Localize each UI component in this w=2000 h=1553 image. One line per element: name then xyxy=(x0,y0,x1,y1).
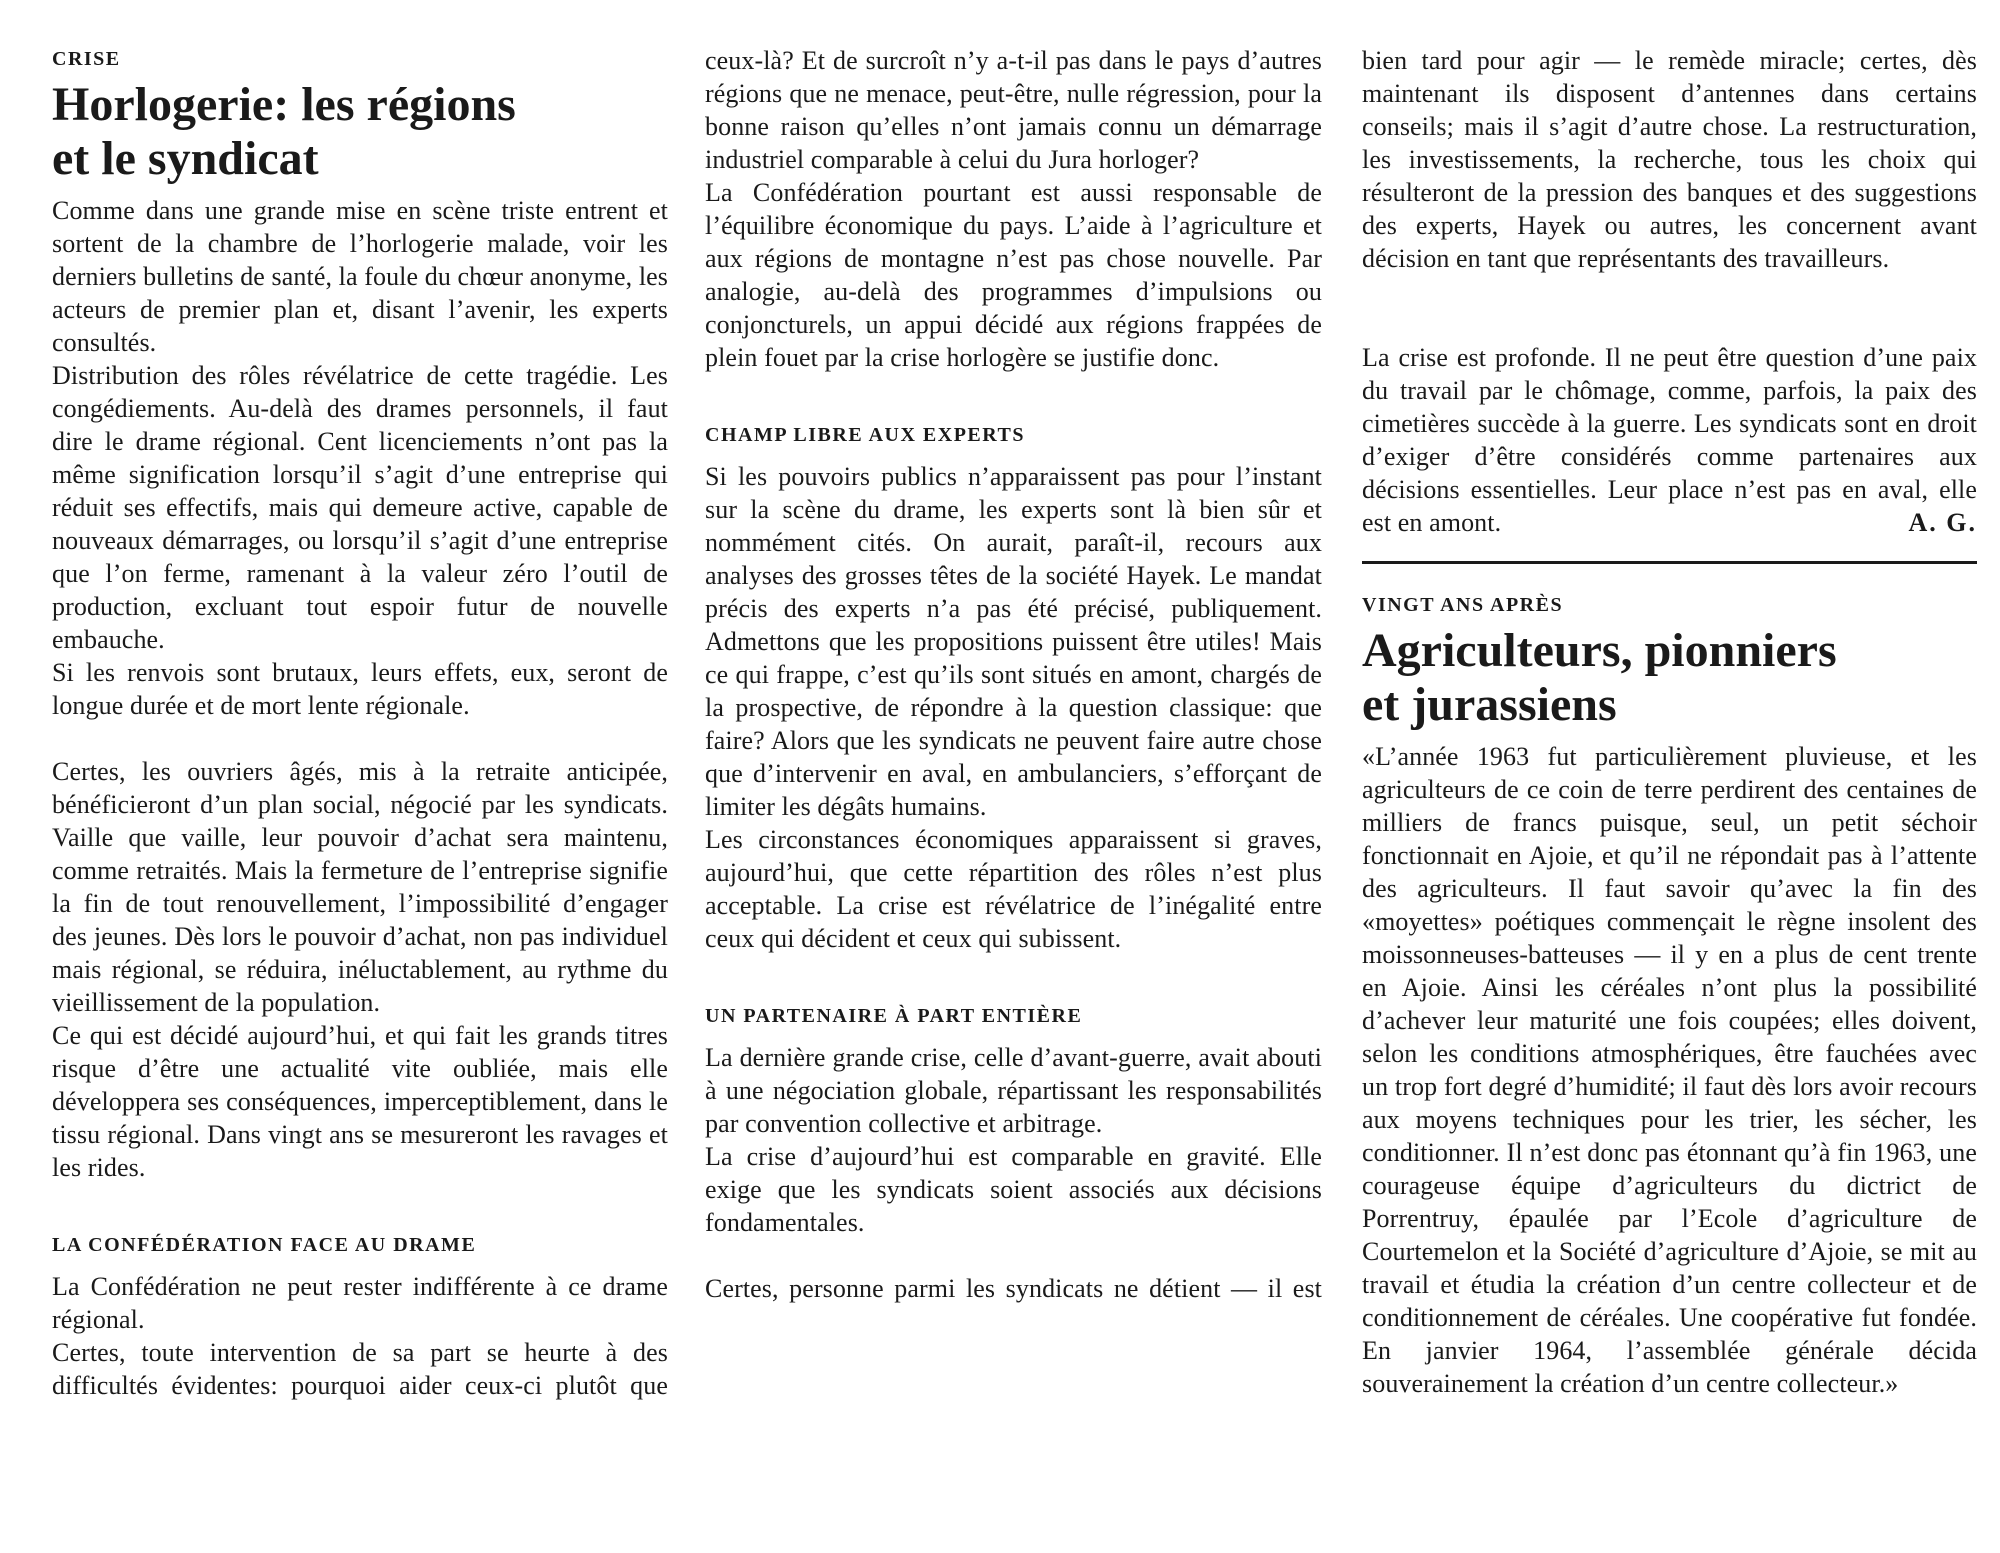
article2-headline xyxy=(1362,624,1977,732)
paragraph-continued xyxy=(1362,44,1977,308)
article1-headline-line1: Horlogerie: les régions xyxy=(52,78,516,131)
paragraph: Certes, les ouvriers âgés, mis à la retraite anticipée, bénéficieront d’un plan social, négocié par les syndicats. Vaille que vaille, leur pouvoir d’achat sera maintenu, comme retraités. Mais la fermeture de l’entreprise signifie la fin de tout renouvellement, l’impossibilité d’engager des jeunes. Dès lors le pouvoir d’achat, non pas individuel mais régional, se réduira, inéluctablement, au rythme du vieillissement de la population. xyxy=(52,757,668,1017)
article2-kicker: VINGT ANS APRÈS xyxy=(1362,594,1564,616)
article2-headline-line2: et jurassiens xyxy=(1362,678,1617,731)
article2-headline-line1: Agriculteurs, pionniers xyxy=(1362,624,1837,677)
paragraph: Comme dans une grande mise en scène triste entrent et sortent de la chambre de l’horlogerie malade, voir les derniers bulletins de santé, la foule du chœur anonyme, les acteurs de premier plan et, disant l’avenir, les experts consultés. xyxy=(52,196,668,357)
paragraph: Si les pouvoirs publics n’apparaissent pas pour l’instant sur la scène du drame, les experts sont là bien sûr et nommément cités. On aurait, paraît-il, recours aux analyses des grosses têtes de la société Hayek. Le mandat précis des experts n’a pas été précisé, publiquement. Admettons que les propositions puissent être utiles! Mais ce qui frappe, c’est qu’ils sont situés en amont, chargés de la prospective, de répondre à la question classique: que faire? Alors que les syndicats ne peuvent faire autre chose que d’intervenir en aval, en ambulanciers, s’efforçant de limiter les dégâts humains. xyxy=(705,462,1322,821)
paragraph: Ce qui est décidé aujourd’hui, et qui fait les grands titres risque d’être une actualité vite oubliée, mais elle développera ses conséquences, imperceptiblement, dans le tissu régional. Dans vingt ans se mesureront les ravages et les rides. xyxy=(52,1021,668,1182)
article1-headline-line2: et le syndicat xyxy=(52,132,319,185)
paragraph: La Confédération ne peut rester indifférente à ce drame régional. xyxy=(52,1272,668,1334)
paragraph: Certes, toute intervention de sa part se heurte à des difficultés évidentes: pourquoi aider ceux-ci plutôt que xyxy=(52,1338,668,1400)
paragraph: La dernière grande crise, celle d’avant-guerre, avait abouti à une négociation globale, répartissant les responsabilités par convention collective et arbitrage. xyxy=(705,1043,1322,1138)
column-1 xyxy=(52,44,668,1402)
paragraph: Certes, personne parmi les syndicats ne détient — il est xyxy=(705,1274,1322,1303)
article1-kicker: CRISE xyxy=(52,48,121,70)
section-heading-confederation: LA CONFÉDÉRATION FACE AU DRAME xyxy=(52,1234,477,1256)
paragraph: Si les renvois sont brutaux, leurs effets, eux, seront de longue durée et de mort lente régionale. xyxy=(52,658,668,720)
paragraph xyxy=(1362,341,1977,539)
column-3 xyxy=(1362,44,1977,1400)
article-divider xyxy=(1362,561,1977,564)
closing-paragraph-text: La crise est profonde. Il ne peut être question d’une paix du travail par le chômage, comme, parfois, la paix des cimetières succède à la guerre. Les syndicats sont en droit d’exiger d’être considérés comme partenaires aux décisions essentielles. Leur place n’est pas en aval, elle est en amont. xyxy=(1362,343,1977,537)
author-signature: A. G. xyxy=(1908,508,1977,537)
paragraph: Les circonstances économiques apparaissent si graves, aujourd’hui, que cette répartition des rôles n’est plus acceptable. La crise est révélatrice de l’inégalité entre ceux qui décident et ceux qui subissent. xyxy=(705,825,1322,953)
article1-headline xyxy=(52,78,668,186)
paragraph: Distribution des rôles révélatrice de cette tragédie. Les congédiements. Au-delà des drames personnels, il faut dire le drame régional. Cent licenciements n’ont pas la même signification lorsqu’il s’agit d’une entreprise qui réduit ses effectifs, mais qui demeure active, capable de nouveaux démarrages, ou lorsqu’il s’agit d’une entreprise que l’on ferme, ramenant à la valeur zéro l’outil de production, excluant tout espoir futur de nouvelle embauche. xyxy=(52,361,668,654)
section-heading-partenaire: UN PARTENAIRE À PART ENTIÈRE xyxy=(705,1005,1083,1027)
paragraph: La crise d’aujourd’hui est comparable en gravité. Elle exige que les syndicats soient associés aux décisions fondamentales. xyxy=(705,1142,1322,1237)
paragraph-continued-text: bien tard pour agir — le remède miracle; certes, dès maintenant ils disposent d’antennes dans certains conseils; mais il s’agit d’autre chose. La restructuration, les investissements, la recherche, tous les choix qui résulteront de la pression des banques et des suggestions des experts, Hayek ou autres, les concernent avant décision en tant que représentants des travailleurs. xyxy=(1362,46,1977,273)
column-2 xyxy=(705,44,1322,1305)
section-heading-experts: CHAMP LIBRE AUX EXPERTS xyxy=(705,424,1025,446)
paragraph: «L’année 1963 fut particulièrement pluvieuse, et les agriculteurs de ce coin de terre perdirent des centaines de milliers de francs puisque, seul, un petit séchoir fonctionnait en Ajoie, et qu’il ne répondait pas à l’attente des agriculteurs. Il faut savoir qu’avec la fin des «moyettes» poétiques commençait le règne insolent des moissonneuses-batteuses — il y en a plus de cent trente en Ajoie. Ainsi les céréales n’ont plus la possibilité d’achever leur maturité une fois coupées; elles doivent, selon les conditions atmosphériques, être fauchées avec un trop fort degré d’humidité; il faut dès lors avoir recours aux moyens techniques pour les trier, les sécher, les conditionner. Il n’est donc pas étonnant qu’à fin 1963, une courageuse équipe d’agriculteurs du dictrict de Porrentruy, épaulée par l’Ecole d’agriculture de Courtemelon et la Société d’agriculture d’Ajoie, se mit au travail et étudia la création d’un centre collecteur et de conditionnement de céréales. Une coopérative fut fondée. En janvier 1964, l’assemblée générale décida souverainement la création d’un centre collecteur.» xyxy=(1362,742,1977,1398)
paragraph-continued xyxy=(705,44,1322,176)
paragraph: La Confédération pourtant est aussi responsable de l’équilibre économique du pays. L’aide à l’agriculture et aux régions de montagne n’est pas chose nouvelle. Par analogie, au-delà des programmes d’impulsions ou conjoncturels, un appui décidé aux régions frappées de plein fouet par la crise horlogère se justifie donc. xyxy=(705,178,1322,372)
paragraph-continued-text: ceux-là? Et de surcroît n’y a-t-il pas dans le pays d’autres régions que ne menace, peut-être, nulle régression, pour la bonne raison qu’elles n’ont jamais connu un démarrage industriel comparable à celui du Jura horloger? xyxy=(705,46,1322,174)
